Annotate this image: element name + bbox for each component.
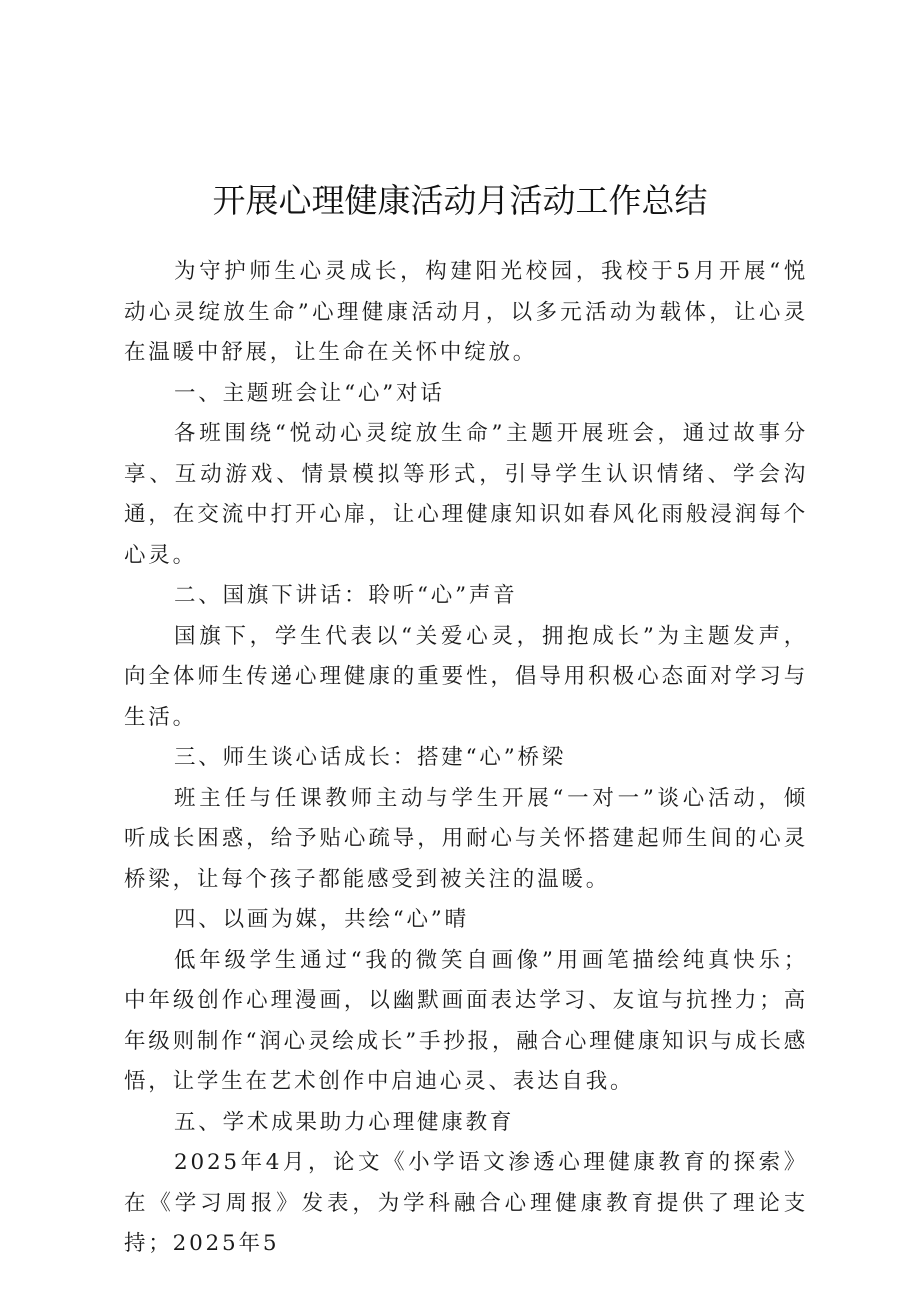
section-paragraph-1: 各班围绕“悦动心灵绽放生命”主题开展班会，通过故事分享、互动游戏、情景模拟等形式，引导学生认识情绪、学会沟通，在交流中打开心扉，让心理健康知识如春风化雨般浸润每个心灵。 bbox=[124, 421, 808, 568]
section-heading-2: 二、国旗下讲话：聆听“心”声音 bbox=[174, 583, 518, 608]
section-heading-5: 五、学术成果助力心理健康教育 bbox=[174, 1109, 515, 1135]
document-body bbox=[124, 252, 808, 1265]
section-paragraph-2: 国旗下，学生代表以“关爱心灵，拥抱成长”为主题发声，向全体师生传递心理健康的重要性，倡导用积极心态面对学习与生活。 bbox=[124, 623, 808, 730]
section-paragraph-5: 2025年4月，论文《小学语文渗透心理健康教育的探索》在《学习周报》发表，为学科融合心理健康教育提供了理论支持；2025年5 bbox=[124, 1150, 808, 1256]
section-paragraph-3: 班主任与任课教师主动与学生开展“一对一”谈心活动，倾听成长困惑，给予贴心疏导，用耐心与关怀搭建起师生间的心灵桥梁，让每个孩子都能感受到被关注的温暖。 bbox=[124, 785, 808, 892]
section-paragraph-4: 低年级学生通过“我的微笑自画像”用画笔描绘纯真快乐；中年级创作心理漫画，以幽默画面表达学习、友谊与抗挫力；高年级则制作“润心灵绘成长”手抄报，融合心理健康知识与成长感悟，让学生在艺术创作中启迪心灵、表达自我。 bbox=[124, 947, 808, 1094]
section-heading-1: 一、主题班会让“心”对话 bbox=[174, 380, 445, 406]
intro-paragraph: 为守护师生心灵成长，构建阳光校园，我校于5月开展“悦动心灵绽放生命”心理健康活动月，以多元活动为载体，让心灵在温暖中舒展，让生命在关怀中绽放。 bbox=[124, 259, 808, 365]
section-heading-4: 四、以画为媒，共绘“心”晴 bbox=[174, 907, 469, 932]
document-title: 开展心理健康活动月活动工作总结 bbox=[212, 181, 708, 220]
section-heading-3: 三、师生谈心话成长：搭建“心”桥梁 bbox=[174, 745, 567, 770]
